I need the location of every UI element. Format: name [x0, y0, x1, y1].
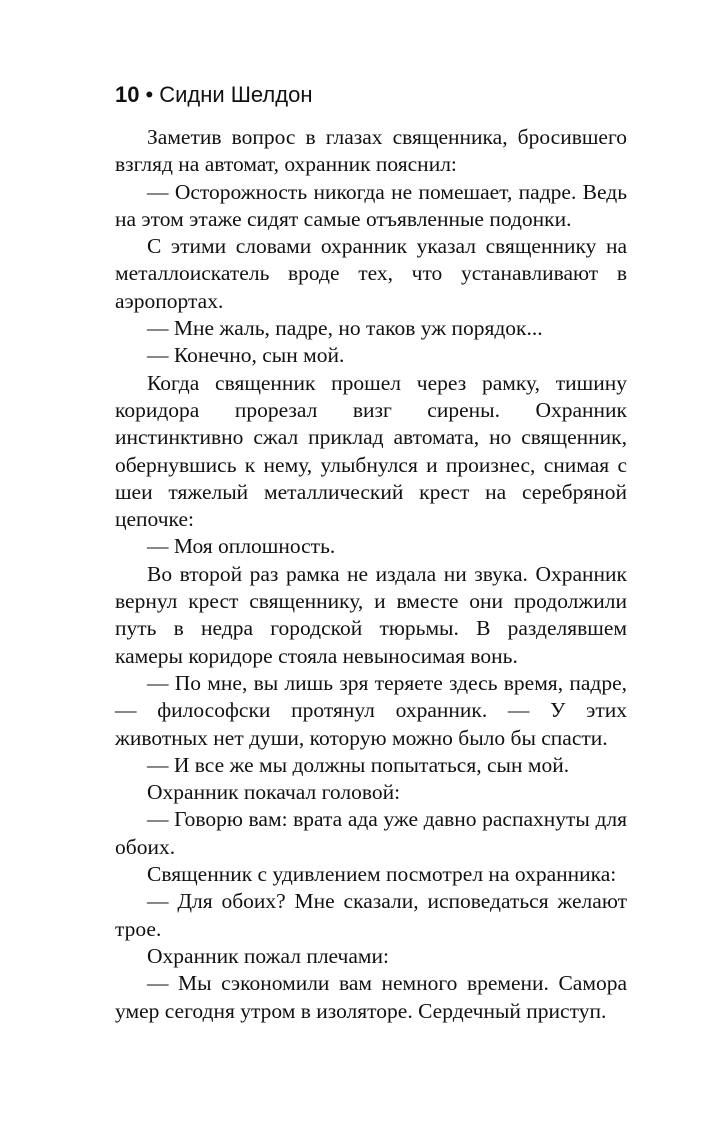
paragraph: — Моя оплошность.	[147, 534, 336, 559]
page-number: 10	[115, 82, 140, 107]
paragraph: Охранник покачал головой:	[147, 780, 401, 805]
paragraph: Когда священник прошел через рамку, тишину коридора прорезал визг сирены. Охранник инстинктивно сжал приклад автомата, но священник, обернувшись к нему, улыбнулся и произнес, снимая с шеи тяжелый металлический крест на серебряной цепочке:	[115, 370, 627, 532]
paragraph: Священник с удивлением посмотрел на охранника:	[147, 862, 617, 887]
paragraph: С этими словами охранник указал священнику на металлоискатель вроде тех, что устанавливают в аэропортах.	[115, 234, 627, 313]
body-text	[115, 124, 627, 1025]
paragraph: — Осторожность никогда не помешает, падре. Ведь на этом этаже сидят самые отъявленные подонки.	[115, 179, 627, 231]
paragraph: Во второй раз рамка не издала ни звука. Охранник вернул крест священнику, и вместе они продолжили путь в недра городской тюрьмы. В разделявшем камеры коридоре стояла невыносимая вонь.	[115, 561, 627, 668]
paragraph: — Мне жаль, падре, но таков уж порядок...	[147, 316, 543, 341]
paragraph: — Говорю вам: врата ада уже давно распахнуты для обоих.	[115, 807, 627, 859]
paragraph: — Для обоих? Мне сказали, исповедаться желают трое.	[115, 889, 627, 941]
running-head	[115, 82, 312, 108]
paragraph: — Мы сэкономили вам немного времени. Самора умер сегодня утром в изоляторе. Сердечный приступ.	[115, 971, 627, 1023]
paragraph: — По мне, вы лишь зря теряете здесь время, падре, — философски протянул охранник. — У этих животных нет души, которую можно было бы спасти.	[115, 670, 627, 750]
paragraph: — Конечно, сын мой.	[147, 343, 345, 368]
paragraph: — И все же мы должны попытаться, сын мой.	[147, 752, 570, 777]
paragraph: Охранник пожал плечами:	[147, 943, 390, 968]
paragraph: Заметив вопрос в глазах священника, бросившего взгляд на автомат, охранник пояснил:	[115, 125, 627, 177]
author-name: Сидни Шелдон	[159, 82, 313, 107]
bullet-separator: •	[145, 82, 154, 107]
